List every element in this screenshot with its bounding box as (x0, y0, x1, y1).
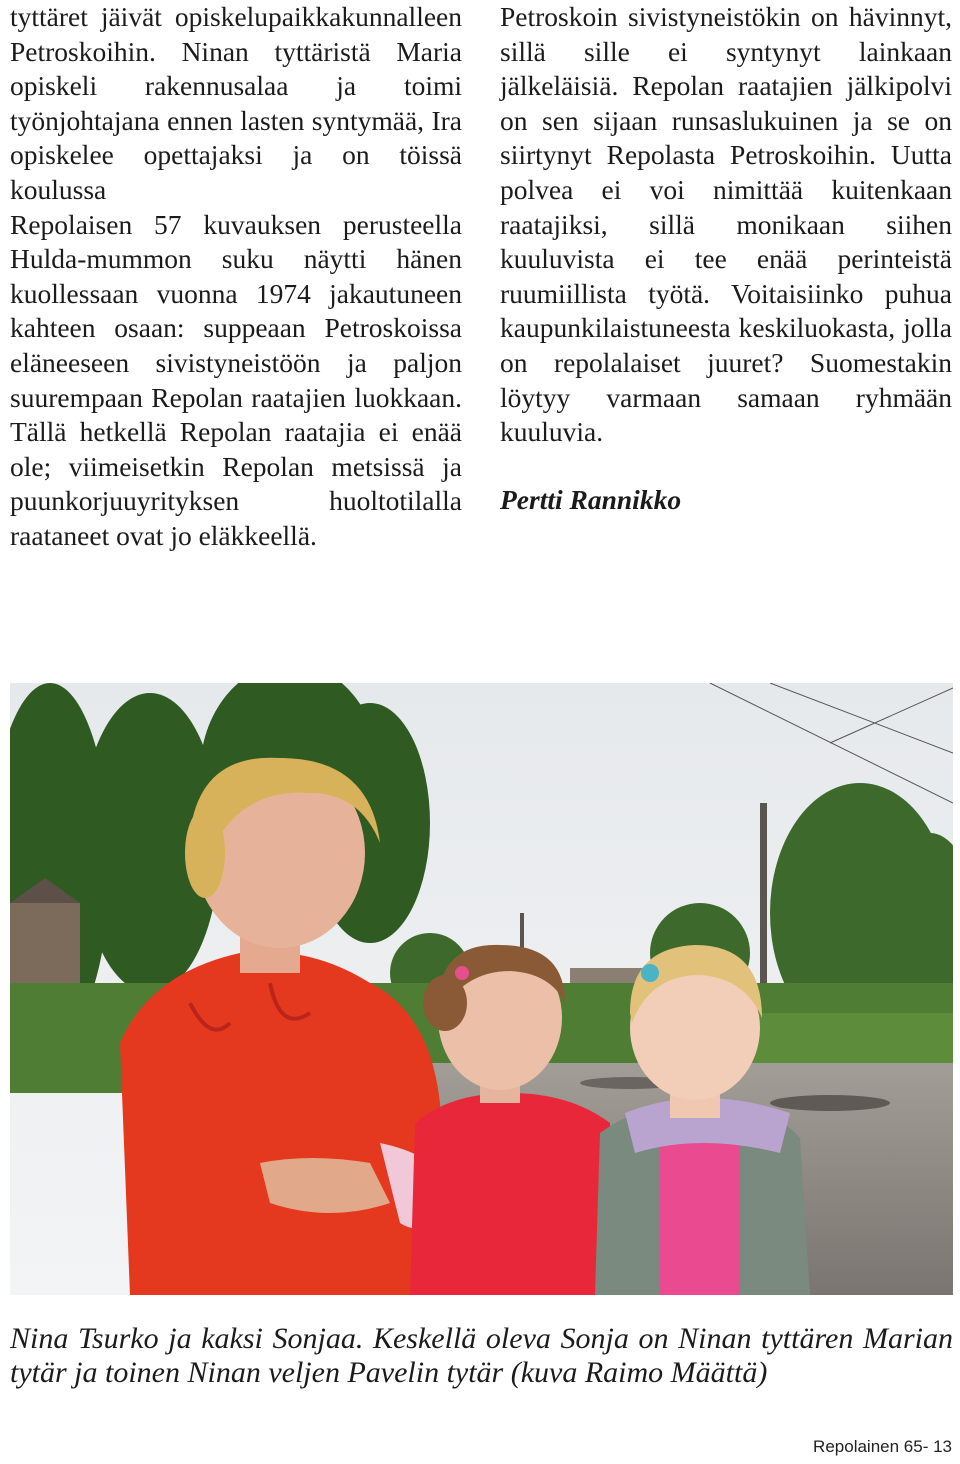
page-footer: Repolainen 65- 13 (813, 1437, 952, 1456)
paragraph: Petroskoin sivistyneistökin on hävinnyt, sillä sille ei syntynyt lainkaan jälkeläisiä. Repolan raatajien jälkipolvi on sen sijaan runsaslukuinen ja se on siirtynyt Repolasta Petroskoihin. Uutta polvea ei voi nimittää kuitenkaan raatajiksi, sillä monikaan siihen kuuluvista ei tee enää perinteistä ruumiillista työtä. Voitaisiinko puhua kaupunkilaistuneesta keskiluokasta, jolla on repolalaiset juuret? Suomestakin löytyy varmaan samaan ryhmään kuuluvia. (500, 1, 952, 448)
paragraph: tyttäret jäivät opiskelupaikkakunnalleen Petroskoihin. Ninan tyttäristä Maria opiskeli rakennusalaa ja toimi työnjohtajana ennen lasten syntymää, Ira opiskelee opettajaksi ja on töissä koulussa (10, 1, 462, 205)
paragraph: Repolaisen 57 kuvauksen perusteella Hulda-mummon suku näytti hänen kuollessaan vuonna 1974 jakautuneen kahteen osaan: suppeaan Petroskoissa eläneeseen sivistyneistöön ja paljon suurempaan Repolan raatajien luokkaan. Tällä hetkellä Repolan raatajia ei enää ole; viimeisetkin Repolan metsissä ja puunkorjuuyrityksen huoltotilalla raataneet ovat jo eläkkeellä. (10, 208, 462, 551)
author-signature: Pertti Rannikko (500, 483, 682, 515)
article-column-right (500, 0, 952, 517)
article-column-left (10, 0, 462, 554)
photo-illustration (10, 683, 953, 1295)
photo (10, 683, 953, 1295)
photo-caption: Nina Tsurko ja kaksi Sonjaa. Keskellä oleva Sonja on Ninan tyttären Marian tytär ja toinen Ninan veljen Pavelin tytär (kuva Raimo Määttä) (10, 1322, 953, 1389)
